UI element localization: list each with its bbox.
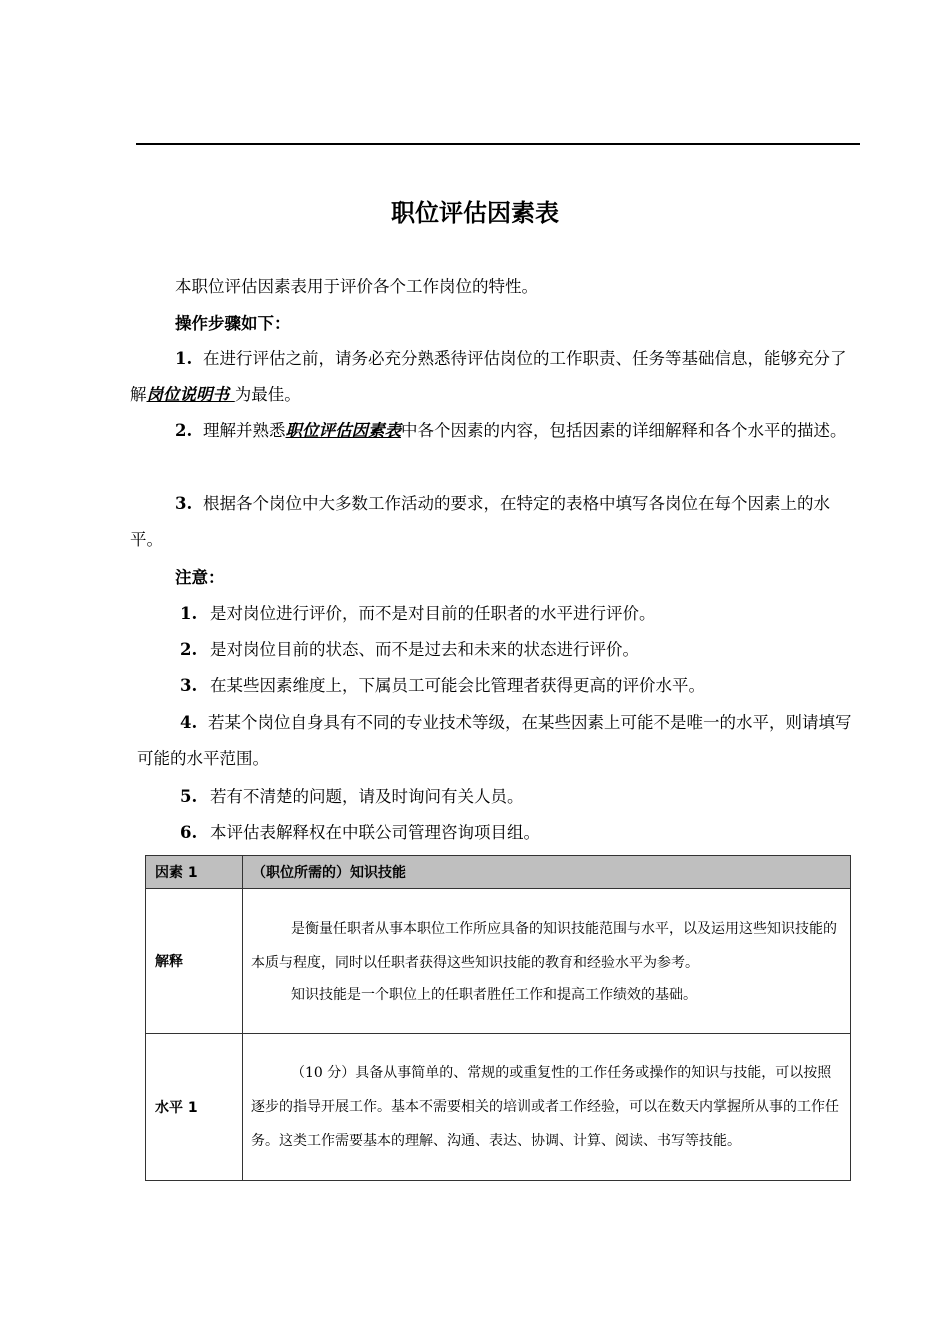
note-5 [180,779,524,815]
factor-number-cell: 因素 1 [146,856,243,889]
step-text: 根据各个岗位中大多数工作活动的要求，在特定的表格中填写各岗位在每个因素上的水平。 [130,494,830,549]
step-number: 2. [175,421,193,440]
factor-level-row [146,1034,851,1181]
note-text: 本评估表解释权在中联公司管理咨询项目组。 [210,823,540,842]
steps-heading: 操作步骤如下： [175,314,291,333]
note-number: 6. [180,823,198,842]
factor-title-cell: （职位所需的）知识技能 [243,856,851,889]
note-text: 是对岗位进行评价，而不是对目前的任职者的水平进行评价。 [210,604,656,623]
header-rule [136,143,860,145]
factor-explain-row [146,889,851,1034]
note-number: 5. [180,787,198,806]
intro-paragraph: 本职位评估因素表用于评价各个工作岗位的特性。 [175,277,538,296]
step-text: 为最佳。 [234,385,301,404]
note-4 [137,705,860,777]
level-description: （10 分）具备从事简单的、常规的或重复性的工作任务或操作的知识与技能，可以按照逐步的指导开展工作。基本不需要相关的培训或者工作经验，可以在数天内掌握所从事的工作任务。这类工作需要基本的理解、沟通、表达、协调、计算、阅读、书写等技能。 [251,1065,839,1149]
step-text: 在进行评估之前，请务必充分熟悉待评估岗位的工作职责、任务等基础信息，能够充分了解 [130,349,847,404]
note-text: 是对岗位目前的状态、而不是过去和未来的状态进行评价。 [210,640,639,659]
level-content-cell [243,1034,851,1181]
note-number: 4. [180,713,198,732]
note-text: 若有不清楚的问题，请及时询问有关人员。 [210,787,524,806]
page-title: 职位评估因素表 [391,199,559,227]
note-text: 若某个岗位自身具有不同的专业技术等级，在某些因素上可能不是唯一的水平，则请填写可能的水平范围。 [137,713,852,768]
note-number: 3. [180,676,198,695]
note-number: 2. [180,640,198,659]
step-number: 1. [175,349,193,368]
step-text: 中各个因素的内容，包括因素的详细解释和各个水平的描述。 [401,421,847,440]
explain-paragraph: 是衡量任职者从事本职位工作所应具备的知识技能范围与水平，以及运用这些知识技能的本质与程度，同时以任职者获得这些知识技能的教育和经验水平为参考。 [251,921,837,971]
level-label-cell: 水平 1 [146,1034,243,1181]
note-6 [180,815,540,851]
note-1 [180,596,656,632]
note-number: 1. [180,604,198,623]
explain-paragraph: 知识技能是一个职位上的任职者胜任工作和提高工作绩效的基础。 [291,987,697,1003]
explain-label-cell: 解释 [146,889,243,1034]
note-3 [180,668,705,704]
job-description-link[interactable]: 岗位说明书 [146,385,235,404]
step-1 [130,341,860,413]
step-text: 理解并熟悉 [203,421,286,440]
notes-heading: 注意： [175,568,225,587]
factor-header-row [146,856,851,889]
step-3 [130,486,860,558]
note-text: 在某些因素维度上，下属员工可能会比管理者获得更高的评价水平。 [210,676,705,695]
factor-table [145,855,851,1181]
explain-content-cell [243,889,851,1034]
note-2 [180,632,639,668]
step-2 [130,413,860,449]
step-number: 3. [175,494,193,513]
factor-table-link[interactable]: 职位评估因素表 [285,421,401,440]
